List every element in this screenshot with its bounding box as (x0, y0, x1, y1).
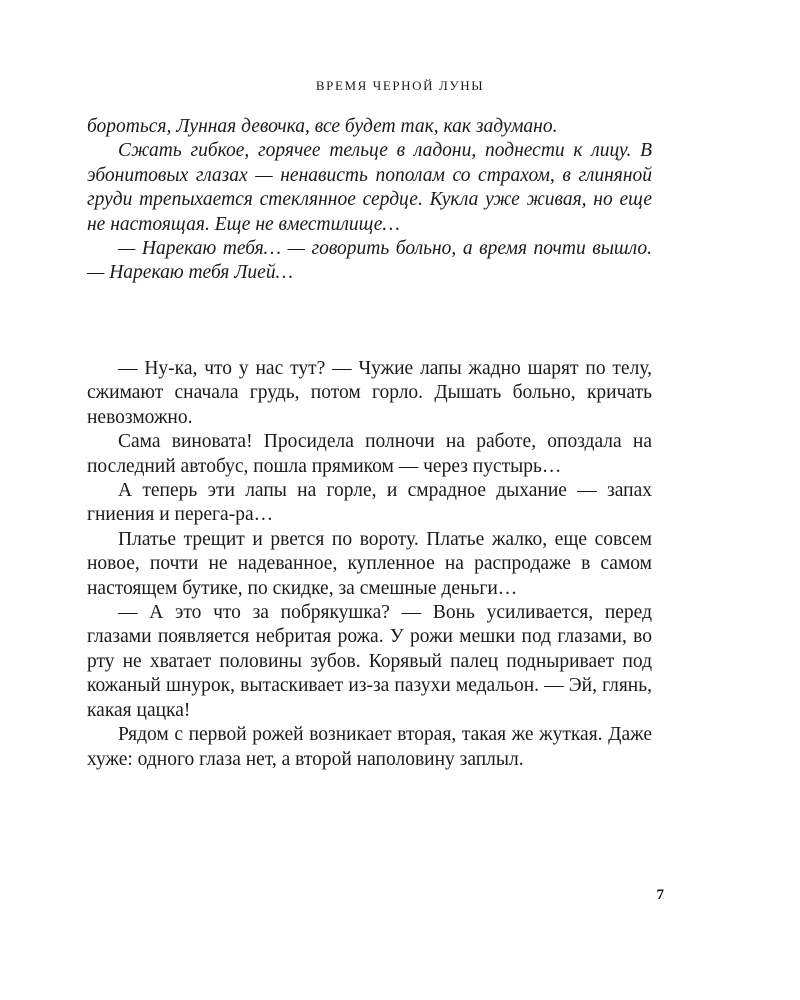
italic-passage (87, 115, 652, 286)
paragraph: Рядом с первой рожей возникает вторая, такая же жуткая. Даже хуже: одного глаза нет, а второй наполовину заплыл. (87, 724, 652, 770)
running-head: ВРЕМЯ ЧЕРНОЙ ЛУНЫ (315, 78, 485, 93)
paragraph: — А это что за побрякушка? — Вонь усиливается, перед глазами появляется небритая рожа. У рожи мешки под глазами, во рту не хватает половины зубов. Корявый палец подныривает под кожаный шнурок, вытаскивает из-за пазухи медальон. — Эй, глянь, какая цацка! (87, 602, 652, 721)
paragraph: А теперь эти лапы на горле, и смрадное дыхание — запах гниения и перега-ра… (87, 480, 652, 526)
paragraph: — Нарекаю тебя… — говорить больно, а время почти вышло. — Нарекаю тебя Лией… (87, 238, 652, 284)
paragraph: — Ну-ка, что у нас тут? — Чужие лапы жадно шарят по телу, сжимают сначала грудь, потом горло. Дышать больно, кричать невозможно. (87, 358, 652, 428)
page-number: 7 (656, 887, 664, 903)
main-passage (87, 357, 652, 772)
paragraph: бороться, Лунная девочка, все будет так, как задумано. (87, 116, 558, 137)
paragraph: Сама виновата! Просидела полночи на работе, опоздала на последний автобус, пошла прямиком — через пустырь… (87, 431, 652, 477)
paragraph: Платье трещит и рвется по вороту. Платье жалко, еще совсем новое, почти не надеванное, купленное на распродаже в самом настоящем бутике, по скидке, за смешные деньги… (87, 528, 652, 599)
paragraph: Сжать гибкое, горячее тельце в ладони, поднести к лицу. В эбонитовых глазах — ненависть пополам со страхом, в глиняной груди трепыхается стеклянное сердце. Кукла уже живая, но еще не настоящая. Еще не вместилище… (87, 140, 652, 235)
